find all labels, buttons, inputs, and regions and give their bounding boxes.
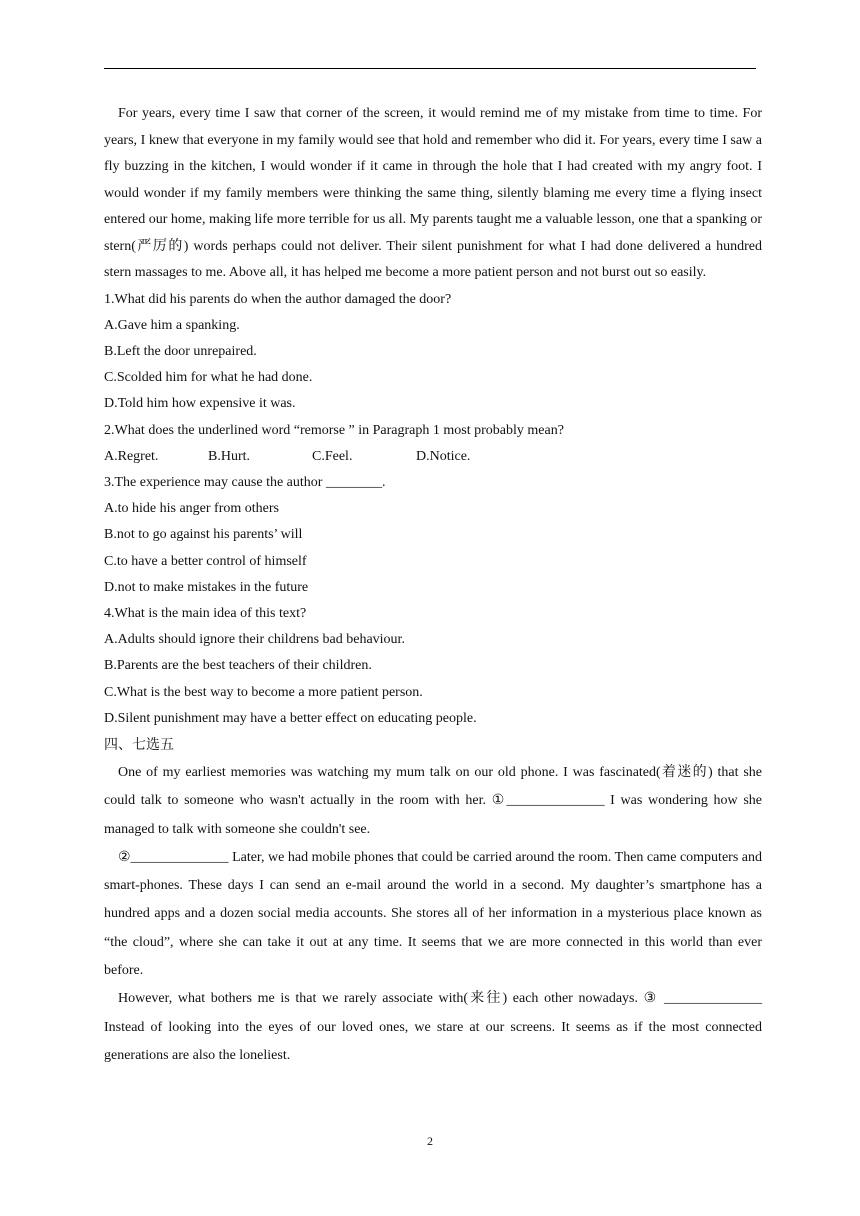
question-stem: 4.What is the main idea of this text?	[104, 605, 307, 621]
question-1	[104, 287, 762, 418]
option-c: C.Scolded him for what he had done.	[104, 370, 313, 386]
option-a: A.to hide his anger from others	[104, 501, 279, 517]
page-content	[104, 101, 762, 1070]
header-rule	[104, 68, 756, 69]
option-d: D.not to make mistakes in the future	[104, 579, 309, 595]
question-stem: 2.What does the underlined word “remorse ” in Paragraph 1 most probably mean?	[104, 422, 564, 438]
option-c: C.What is the best way to become a more patient person.	[104, 684, 423, 700]
option-b: B.Left the door unrepaired.	[104, 343, 257, 359]
section-heading: 四、七选五	[104, 737, 174, 753]
option-a: A.Regret.	[104, 448, 159, 464]
question-2	[104, 418, 762, 470]
option-d: D.Notice.	[416, 448, 471, 464]
passage-paragraph: For years, every time I saw that corner of the screen, it would remind me of my mistake from time to time. For years, I knew that everyone in my family would see that hold and remember who did it. For years, every time I saw a fly buzzing in the kitchen, I would wonder if it came in through the hole that I had created with my angry foot. I would wonder if my family members were thinking the same thing, silently blaming me every time a flying insect entered our home, making life more terrible for us all. My parents taught me a valuable lesson, one that a spanking or stern(严厉的) words perhaps could not deliver. Their silent punishment for what I had done delivered a hundred stern massages to me. Above all, it has helped me become a more patient person and not burst out so easily.	[104, 106, 762, 280]
option-d: D.Told him how expensive it was.	[104, 396, 296, 412]
option-c: C.to have a better control of himself	[104, 553, 307, 569]
option-a: A.Gave him a spanking.	[104, 317, 240, 333]
option-c: C.Feel.	[312, 448, 353, 464]
section-paragraph: ②______________ Later, we had mobile phones that could be carried around the room. Then came computers and smart-phones. These days I can send an e-mail around the world in a second. My daughter’s smartphone has a hundred apps and a dozen social media accounts. She stores all of her information in a mysterious place known as “the cloud”, where she can take it out at any time. It seems that we are more connected in this world than ever before.	[104, 849, 762, 979]
section-paragraph: However, what bothers me is that we rarely associate with(来往) each other nowadays. ③ ______________ Instead of looking into the eyes of our loved ones, we stare at our screens. It seems as if the most connected generations are also the loneliest.	[104, 991, 762, 1063]
question-stem: 1.What did his parents do when the author damaged the door?	[104, 291, 452, 307]
question-stem: 3.The experience may cause the author ________.	[104, 474, 386, 490]
option-b: B.Parents are the best teachers of their children.	[104, 658, 372, 674]
page-number: 2	[427, 1134, 433, 1148]
question-4	[104, 601, 762, 732]
option-d: D.Silent punishment may have a better effect on educating people.	[104, 710, 477, 726]
options-row	[104, 444, 762, 470]
option-a: A.Adults should ignore their childrens bad behaviour.	[104, 632, 405, 648]
question-3	[104, 470, 762, 601]
option-b: B.Hurt.	[208, 448, 250, 464]
option-b: B.not to go against his parents’ will	[104, 527, 303, 543]
section-paragraph: One of my earliest memories was watching my mum talk on our old phone. I was fascinated(着迷的) that she could talk to someone who wasn't actually in the room with her. ①______________ I was wondering how she managed to talk with someone she couldn't see.	[104, 764, 762, 837]
